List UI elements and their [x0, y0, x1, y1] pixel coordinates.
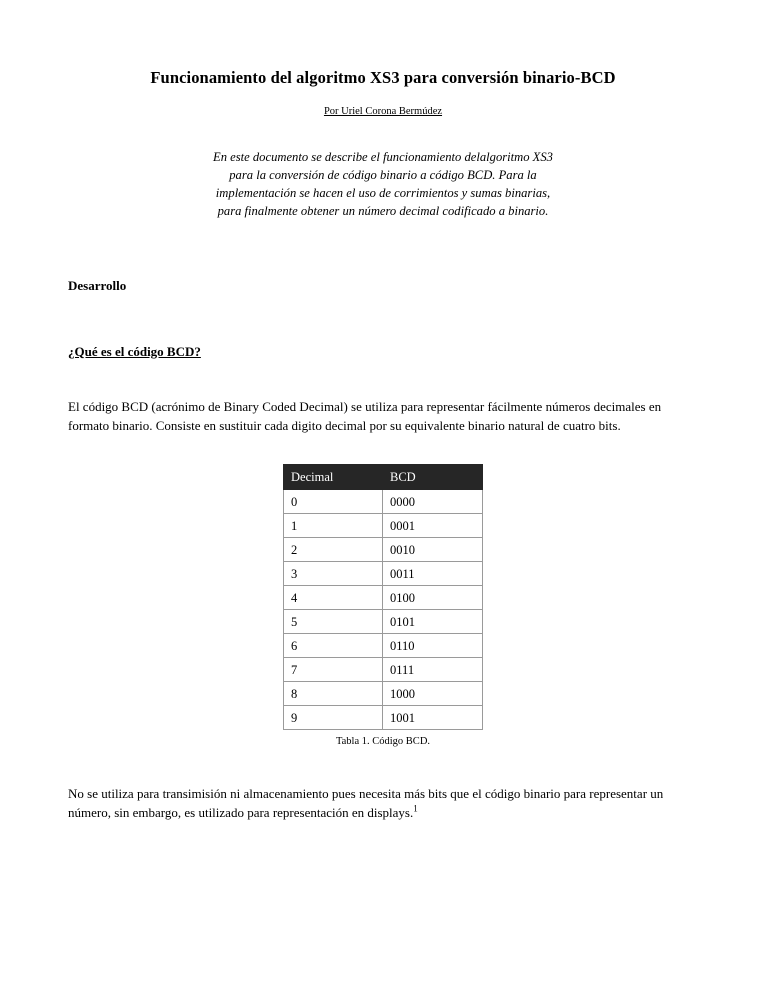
table-row	[284, 706, 483, 730]
table-row	[284, 562, 483, 586]
cell-decimal: 2	[284, 538, 383, 562]
footnote-reference-marker: 1	[413, 803, 418, 814]
table-row	[284, 514, 483, 538]
table-header-row	[284, 465, 483, 490]
cell-bcd: 1001	[383, 706, 483, 730]
sub-heading-label: ¿Qué es el código BCD?	[68, 343, 201, 359]
table-row	[284, 610, 483, 634]
cell-decimal: 9	[284, 706, 383, 730]
column-header-bcd: BCD	[383, 465, 483, 490]
author-line	[68, 89, 698, 119]
abstract-text: En este documento se describe el funcionamiento delalgoritmo XS3 para la conversión de código binario a código BCD. Para la implementación se hacen el uso de corrimientos y sumas binarias, para finalmente obtener un número decimal codificado a binario.	[213, 150, 553, 218]
cell-decimal: 0	[284, 490, 383, 514]
cell-decimal: 7	[284, 658, 383, 682]
cell-bcd: 1000	[383, 682, 483, 706]
table-row	[284, 634, 483, 658]
cell-bcd: 0001	[383, 514, 483, 538]
sub-heading-que-es-bcd	[68, 294, 698, 360]
paragraph-bcd-usage-text: No se utiliza para transimisión ni almacenamiento pues necesita más bits que el código binario para representar un número, sin embargo, es utilizado para representación en displays.	[68, 786, 664, 821]
table-row	[284, 490, 483, 514]
paragraph-bcd-usage	[68, 747, 698, 823]
table-row	[284, 538, 483, 562]
section-heading-desarrollo: Desarrollo	[68, 277, 127, 293]
cell-decimal: 6	[284, 634, 383, 658]
author-name: Por Uriel Corona Bermúdez	[323, 105, 443, 117]
cell-bcd: 0101	[383, 610, 483, 634]
table-row	[284, 682, 483, 706]
cell-bcd: 0000	[383, 490, 483, 514]
cell-decimal: 1	[284, 514, 383, 538]
table-row	[284, 658, 483, 682]
bcd-table	[283, 464, 483, 730]
cell-decimal: 5	[284, 610, 383, 634]
cell-bcd: 0010	[383, 538, 483, 562]
table-row	[284, 586, 483, 610]
bcd-table-block	[68, 435, 698, 747]
cell-bcd: 0110	[383, 634, 483, 658]
cell-bcd: 0111	[383, 658, 483, 682]
cell-decimal: 8	[284, 682, 383, 706]
cell-decimal: 4	[284, 586, 383, 610]
cell-bcd: 0011	[383, 562, 483, 586]
column-header-decimal: Decimal	[284, 465, 383, 490]
cell-decimal: 3	[284, 562, 383, 586]
page-title: Funcionamiento del algoritmo XS3 para conversión binario-BCD	[150, 68, 616, 87]
table-caption: Tabla 1. Código BCD.	[335, 736, 431, 748]
paragraph-bcd-definition: El código BCD (acrónimo de Binary Coded Decimal) se utiliza para representar fácilmente números decimales en formato binario. Consiste en sustituir cada digito decimal por su equivalente binario natural de cuatro bits.	[68, 398, 662, 433]
cell-bcd: 0100	[383, 586, 483, 610]
